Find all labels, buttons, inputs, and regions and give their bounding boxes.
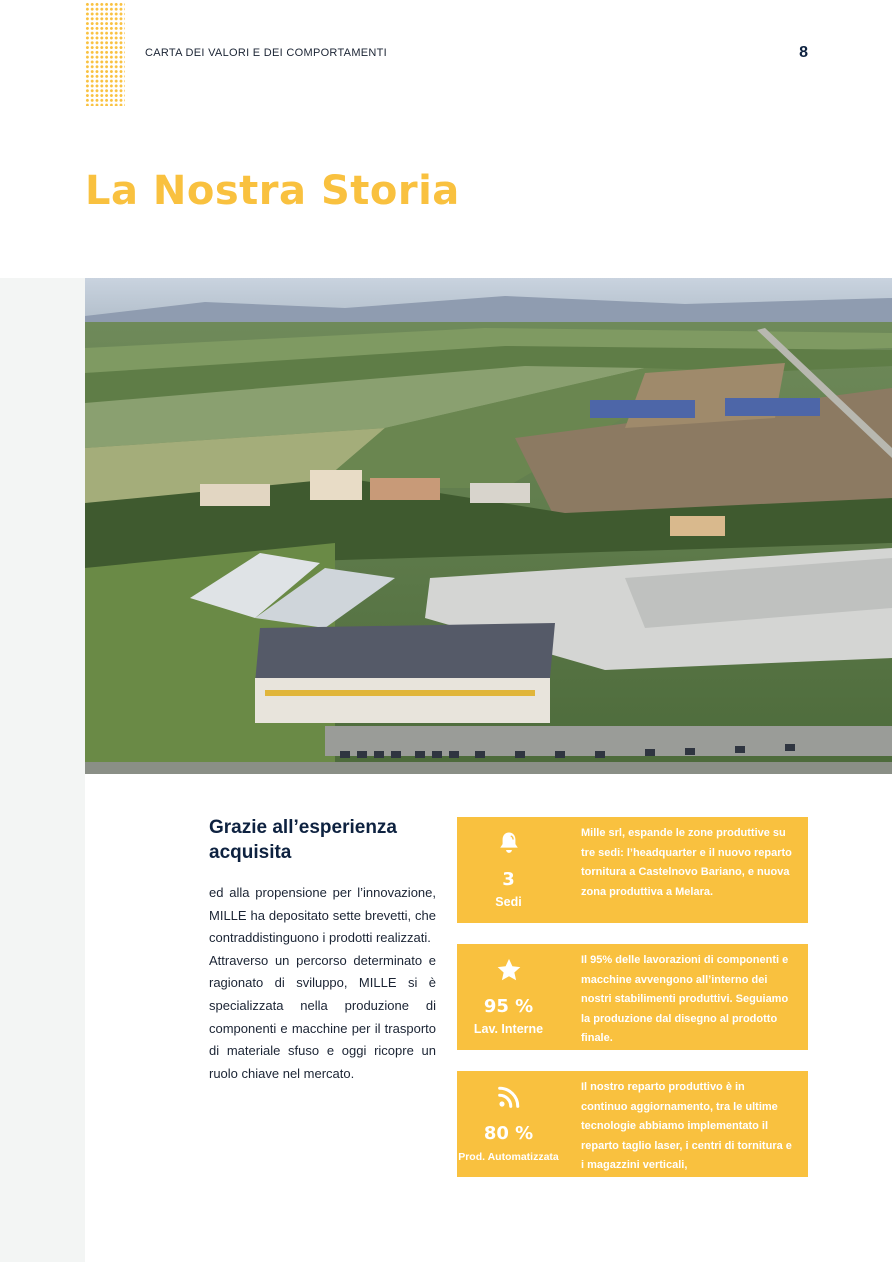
intro-paragraph-1: ed alla propensione per l’innovazione, MILLE ha depositato sette brevetti, che contraddistinguono i prodotti realizzati.: [209, 885, 436, 946]
stat-description: Il 95% delle lavorazioni di componenti e macchine avvengono all’interno dei nostri stabilimenti produttivi. Seguiamo la produzione dal disegno al prodotto finale.: [581, 954, 789, 1044]
stat-label: Lav. Interne: [473, 1022, 544, 1036]
intro-paragraph-2: Attraverso un percorso determinato e ragionato di sviluppo, MILLE si è specializzata nella produzione di componenti e macchine per il trasporto di materiale sfuso e oggi ricopre un ruolo chiave nel mercato.: [209, 952, 436, 1081]
stat-card-left: [457, 1071, 560, 1177]
stat-description: Mille srl, espande le zone produttive su tre sedi: l’headquarter e il nuovo reparto tornitura a Castelnovo Bariano, e nuova zona produttiva a Melara.: [581, 827, 792, 898]
intro-heading: Grazie all’esperienza acquisita: [209, 817, 397, 863]
stat-card-lav-interne: [457, 944, 808, 1050]
stat-value: 95 %: [483, 996, 534, 1017]
page-title: La Nostra Storia: [85, 168, 460, 214]
stat-card-left: [457, 817, 560, 923]
aerial-factory-photo: [85, 278, 892, 774]
bell-icon: [495, 829, 523, 857]
intro-body: [209, 882, 436, 1085]
stat-card-sedi: [457, 817, 808, 923]
stat-value: 80 %: [483, 1123, 534, 1144]
page-number: 8: [799, 44, 808, 61]
header-title: CARTA DEI VALORI E DEI COMPORTAMENTI: [145, 47, 388, 59]
decorative-dot-grid: [85, 2, 125, 106]
side-band: [0, 278, 85, 1262]
stat-value: 3: [502, 869, 515, 890]
stat-label: Prod. Automatizzata: [458, 1151, 559, 1163]
stat-card-left: [457, 944, 560, 1050]
stat-card-prod-automatizzata: [457, 1071, 808, 1177]
star-icon: [495, 956, 523, 984]
stat-label: Sedi: [495, 895, 522, 909]
rss-icon: [495, 1083, 523, 1111]
stat-description: Il nostro reparto produttivo è in continuo aggiornamento, tra le ultime tecnologie abbiamo implementato il reparto taglio laser, i centri di tornitura e i magazzini verticali,: [581, 1081, 792, 1171]
